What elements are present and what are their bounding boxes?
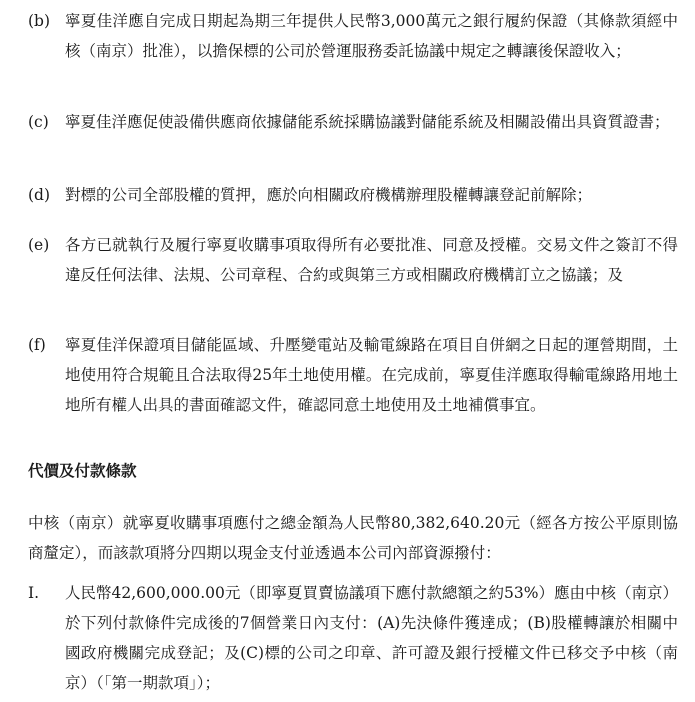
condition-marker: (c) [28, 113, 49, 131]
installment-1 [28, 578, 678, 698]
condition-d [28, 180, 678, 210]
condition-marker: (b) [28, 12, 51, 30]
condition-text: 寧夏佳洋保證項目儲能區域、升壓變電站及輸電線路在項目自併網之日起的運營期間，土地使用符合規範且合法取得25年土地使用權。在完成前，寧夏佳洋應取得輸電線路用地土地所有權人出具的書面確認文件，確認同意土地使用及土地補償事宜。 [65, 336, 678, 414]
condition-text: 寧夏佳洋應促使設備供應商依據儲能系統採購協議對儲能系統及相關設備出具資質證書； [65, 113, 670, 131]
condition-c [28, 107, 678, 137]
condition-text: 各方已就執行及履行寧夏收購事項取得所有必要批准、同意及授權。交易文件之簽訂不得違反任何法律、法規、公司章程、合約或與第三方或相關政府機構訂立之協議；及 [65, 236, 678, 284]
condition-marker: (f) [28, 336, 46, 354]
installment-text: 人民幣42,600,000.00元（即寧夏買賣協議項下應付款總額之約53%）應由中核（南京）於下列付款條件完成後的7個營業日內支付：(A)先決條件獲達成；(B)股權轉讓於相關中國政府機關完成登記；及(C)標的公司之印章、許可證及銀行授權文件已移交予中核（南京）（「第一期款項」）； [65, 584, 678, 692]
section-heading: 代價及付款條款 [28, 461, 137, 480]
condition-e [28, 230, 678, 290]
condition-marker: (d) [28, 186, 51, 204]
installment-marker: I. [28, 584, 40, 602]
intro-paragraph: 中核（南京）就寧夏收購事項應付之總金額為人民幣80,382,640.20元（經各方按公平原則協商釐定），而該款項將分四期以現金支付並透過本公司內部資源撥付： [28, 514, 678, 562]
condition-b [28, 6, 678, 66]
condition-text: 對標的公司全部股權的質押，應於向相關政府機構辦理股權轉讓登記前解除； [65, 186, 593, 204]
condition-text: 寧夏佳洋應自完成日期起為期三年提供人民幣3,000萬元之銀行履約保證（其條款須經中核（南京）批准），以擔保標的公司於營運服務委託協議中規定之轉讓後保證收入； [65, 12, 678, 60]
condition-marker: (e) [28, 236, 50, 254]
condition-f [28, 330, 678, 420]
